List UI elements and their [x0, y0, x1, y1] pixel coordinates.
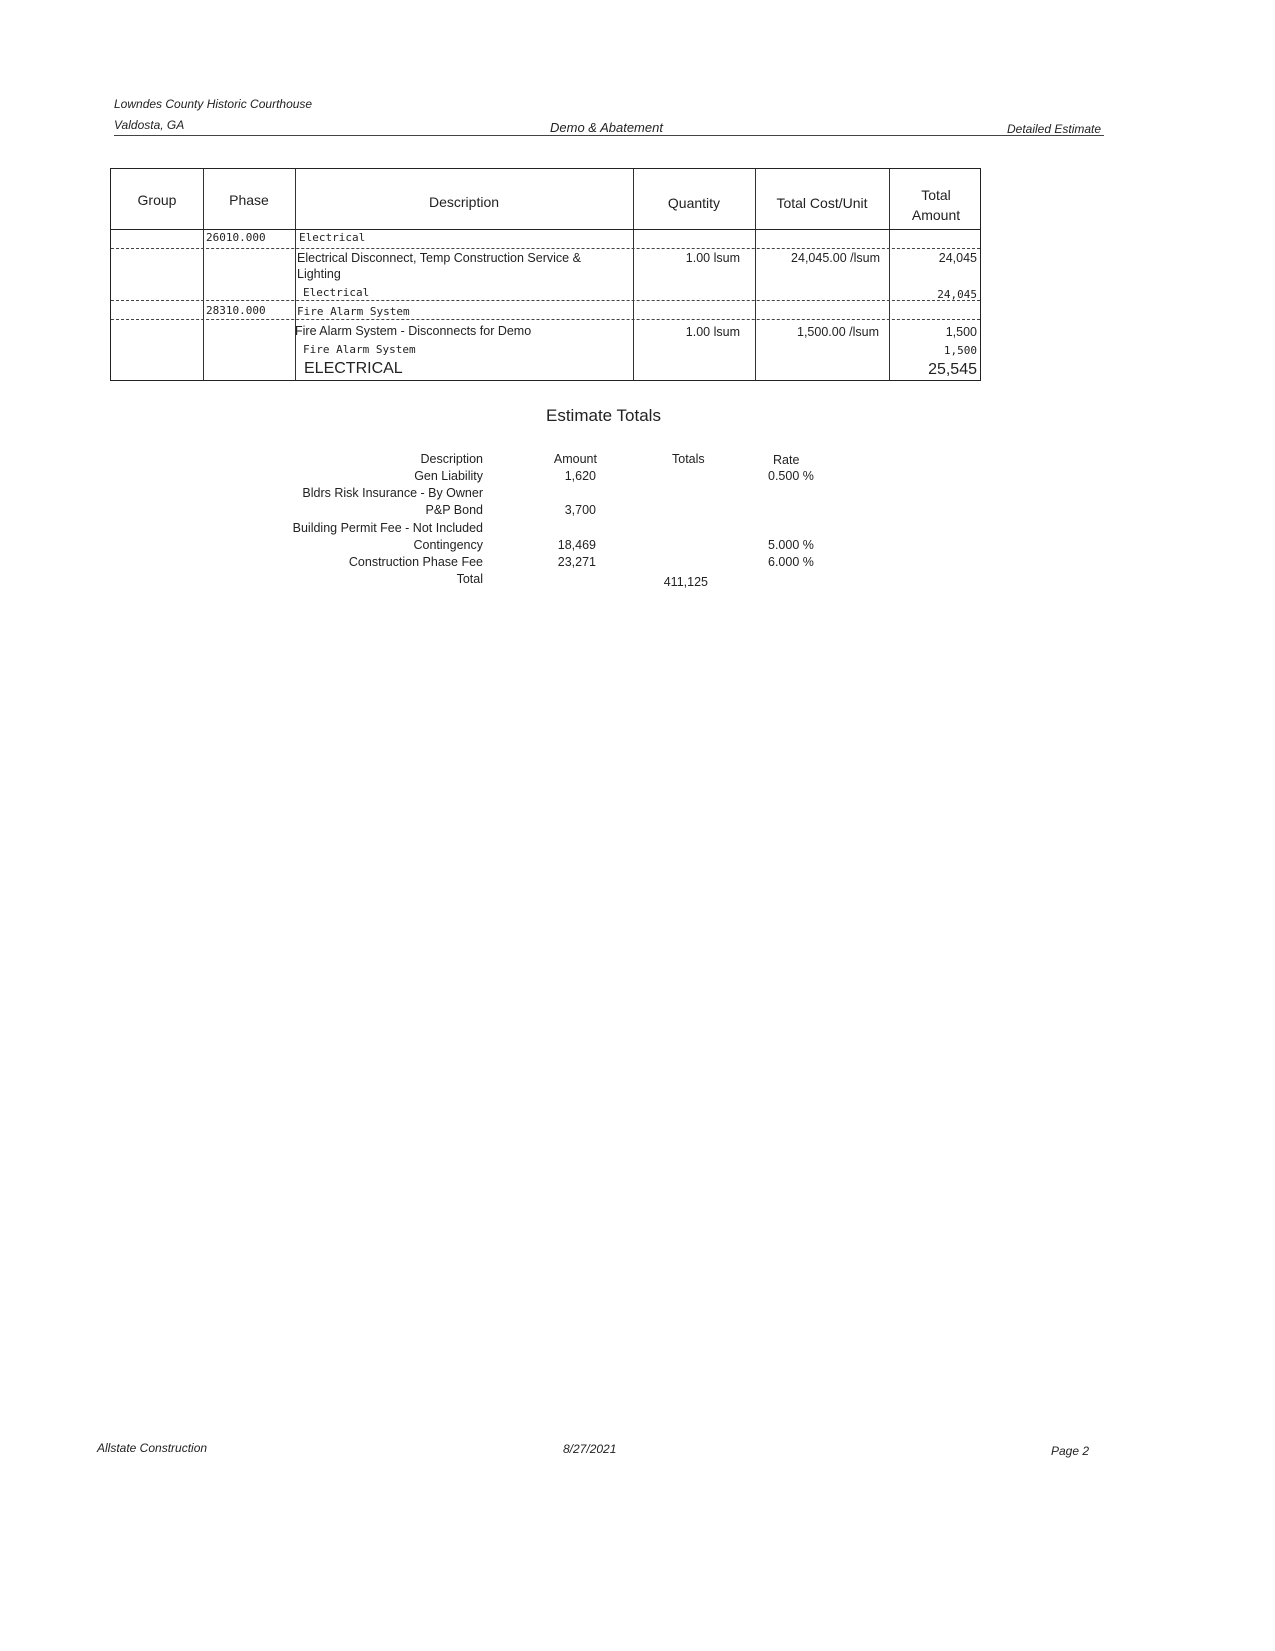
item-unit-cost: 1,500.00 /lsum — [797, 325, 879, 339]
totals-row-description: Contingency — [413, 537, 483, 552]
totals-row-rate: 5.000 % — [768, 537, 814, 552]
col-phase: Phase — [229, 192, 269, 208]
footer-page: Page 2 — [1051, 1444, 1090, 1458]
totals-row-description: Gen Liability — [414, 469, 483, 483]
totals-row-description: Construction Phase Fee — [348, 555, 483, 569]
totals-row-description: Total — [456, 572, 483, 587]
item-description: Fire Alarm System - Disconnects for Demo — [295, 324, 532, 338]
item-amount: 24,045 — [938, 251, 977, 265]
totals-row-description: Building Permit Fee - Not Included — [292, 520, 483, 535]
totals-row-description: Bldrs Risk Insurance - By Owner — [302, 486, 483, 501]
col-quantity: Quantity — [667, 195, 721, 211]
header-amount: Amount — [553, 452, 597, 466]
totals-row-amount: 3,700 — [564, 503, 596, 518]
totals-row-amount: 23,271 — [557, 555, 596, 569]
project-name: Lowndes County Historic Courthouse — [114, 97, 313, 111]
item-quantity: 1.00 lsum — [685, 325, 740, 339]
section-title: Demo & Abatement — [550, 120, 663, 135]
totals-row-amount: 18,469 — [557, 537, 596, 552]
header-rate: Rate — [773, 453, 800, 467]
estimate-table — [110, 168, 981, 381]
totals-row-totals: 411,125 — [663, 575, 708, 590]
phase-subtotal: 24,045 — [937, 288, 977, 301]
item-amount: 1,500 — [945, 325, 977, 339]
totals-row-description: P&P Bond — [425, 503, 483, 518]
estimate-totals-title: Estimate Totals — [546, 406, 661, 425]
group-label: ELECTRICAL — [304, 360, 403, 377]
item-description: Electrical Disconnect, Temp Construction Service & — [297, 251, 581, 265]
item-unit-cost: 24,045.00 /lsum — [791, 251, 880, 265]
group-total: 25,545 — [928, 361, 977, 378]
col-group: Group — [137, 192, 177, 208]
report-type: Detailed Estimate — [1007, 122, 1102, 136]
header-description: Description — [420, 452, 483, 466]
totals-row-rate: 6.000 % — [768, 555, 814, 569]
header-rule — [114, 135, 1104, 136]
item-description-cont: Lighting — [297, 267, 341, 281]
item-quantity: 1.00 lsum — [685, 251, 740, 265]
phase-name: Electrical — [299, 231, 366, 244]
project-location: Valdosta, GA — [114, 118, 185, 132]
phase-subtotal-label: Fire Alarm System — [303, 343, 416, 356]
phase-name: Fire Alarm System — [297, 305, 410, 318]
phase-code: 28310.000 — [206, 304, 266, 317]
totals-row-rate: 0.500 % — [768, 469, 814, 483]
phase-subtotal: 1,500 — [943, 344, 977, 357]
col-total-amount: Total Amount — [911, 187, 961, 223]
phase-subtotal-label: Electrical — [303, 286, 370, 299]
footer-company: Allstate Construction — [97, 1441, 208, 1455]
col-unit-cost: Total Cost/Unit — [776, 195, 868, 211]
totals-row-amount: 1,620 — [564, 469, 596, 483]
header-totals: Totals — [672, 452, 705, 466]
col-description: Description — [428, 194, 500, 210]
footer-date: 8/27/2021 — [563, 1442, 617, 1456]
phase-code: 26010.000 — [206, 231, 266, 244]
